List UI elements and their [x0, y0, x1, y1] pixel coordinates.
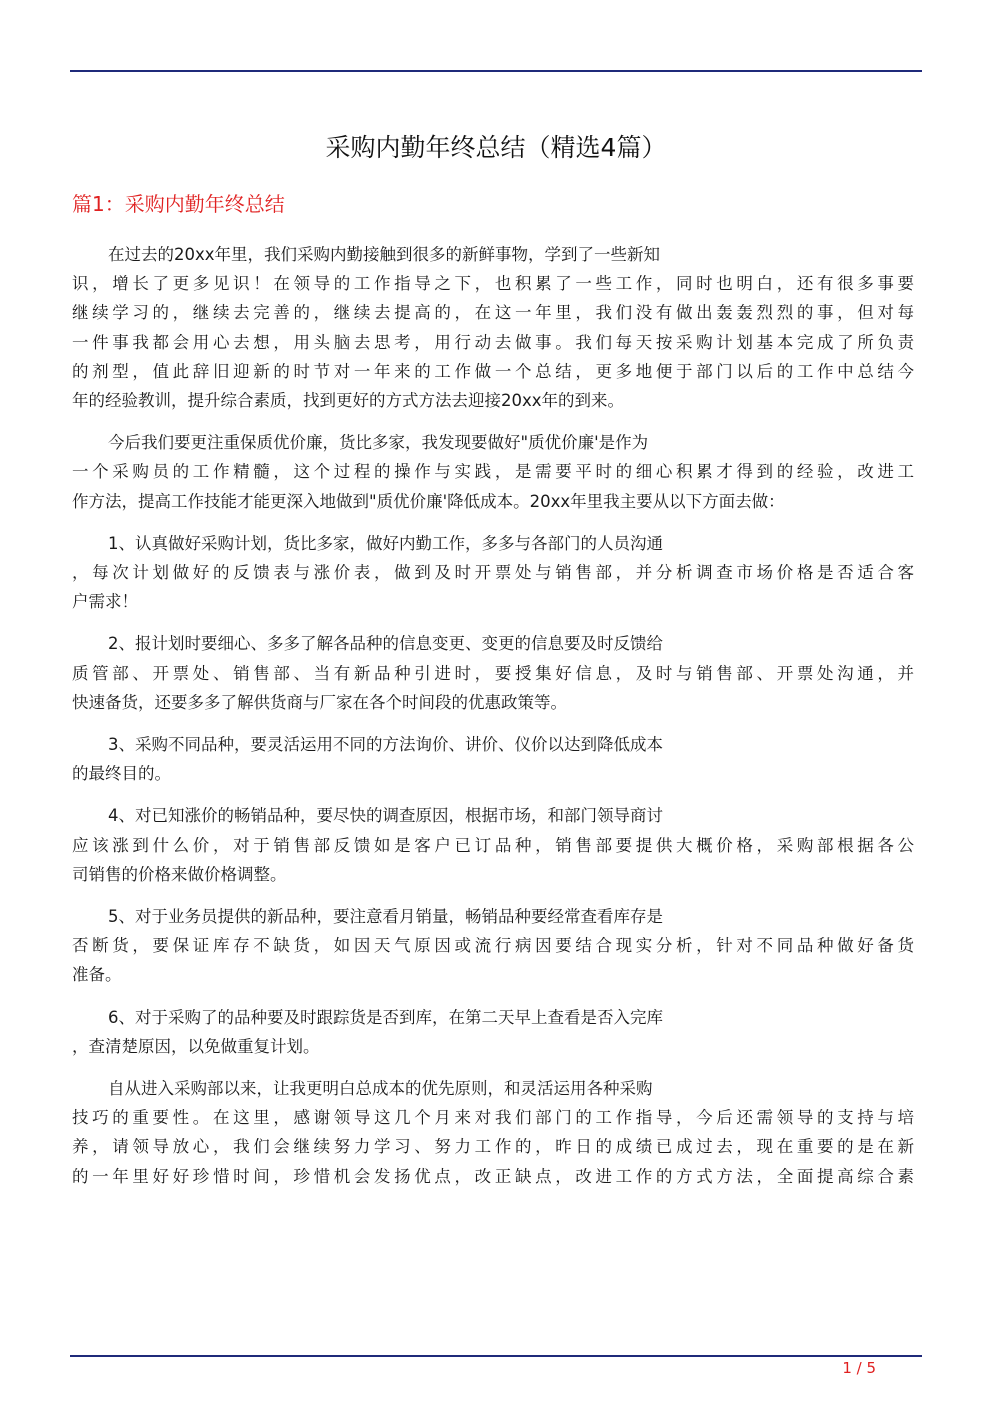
text-line: 司销售的价格来做价格调整。 — [72, 864, 287, 884]
text-line: 户需求！ — [72, 592, 138, 612]
text-line: 快速备货，还要多多了解供货商与厂家在各个时间段的优惠政策等。 — [72, 692, 567, 712]
document-body — [72, 240, 914, 1204]
text-line: 自从进入采购部以来，让我更明白总成本的优先原则，和灵活运用各种采购 — [108, 1079, 653, 1099]
paragraph — [72, 1074, 914, 1191]
paragraph — [72, 730, 914, 788]
paragraph — [72, 629, 914, 717]
document-title: 采购内勤年终总结（精选4篇） — [325, 133, 667, 162]
text-line: 6、对于采购了的品种要及时跟踪货是否到库，在第二天早上查看是否入完库 — [108, 1007, 663, 1027]
text-line: 准备。 — [72, 965, 122, 985]
text-line: 的一年里好好珍惜时间，珍惜机会发扬优点，改正缺点，改进工作的方式方法，全面提高综合素 — [72, 1166, 914, 1186]
text-line: 质管部、开票处、销售部、当有新品种引进时，要授集好信息，及时与销售部、开票处沟通，并 — [72, 663, 914, 683]
text-line: 养，请领导放心，我们会继续努力学习、努力工作的，昨日的成绩已成过去，现在重要的是在新 — [72, 1137, 914, 1157]
text-line: 5、对于业务员提供的新品种，要注意看月销量，畅销品种要经常查看库存是 — [108, 907, 663, 927]
text-line: 1、认真做好采购计划，货比多家，做好内勤工作，多多与各部门的人员沟通 — [108, 533, 663, 553]
text-line: 识，增长了更多见识！在领导的工作指导之下，也积累了一些工作，同时也明白，还有很多事要 — [72, 274, 914, 294]
text-line: 在过去的20xx年里，我们采购内勤接触到很多的新鲜事物，学到了一些新知 — [108, 245, 661, 264]
paragraph — [72, 902, 914, 990]
text-line: ，查清楚原因，以免做重复计划。 — [72, 1036, 320, 1056]
text-line: 技巧的重要性。在这里，感谢领导这几个月来对我们部门的工作指导，今后还需领导的支持与培 — [72, 1108, 914, 1128]
section-heading: 篇1：采购内勤年终总结 — [72, 192, 285, 216]
text-line: 4、对已知涨价的畅销品种，要尽快的调查原因，根据市场，和部门领导商讨 — [108, 806, 663, 826]
paragraph — [72, 1003, 914, 1061]
footer-rule — [70, 1355, 922, 1357]
text-line: 应该涨到什么价，对于销售部反馈如是客户已订品种，销售部要提供大概价格，采购部根据各公 — [72, 835, 914, 855]
text-line: 否断货，要保证库存不缺货，如因天气原因或流行病因要结合现实分析，针对不同品种做好备货 — [72, 936, 914, 956]
text-line: 作方法，提高工作技能才能更深入地做到"质优价廉'降低成本。20xx年里我主要从以下方面去做： — [72, 491, 785, 511]
text-line: 一个采购员的工作精髓，这个过程的操作与实践，是需要平时的细心积累才得到的经验，改进工 — [72, 462, 914, 482]
text-line: 的剂型，值此辞旧迎新的时节对一年来的工作做一个总结，更多地便于部门以后的工作中总结今 — [72, 361, 914, 381]
text-line: 继续学习的，继续去完善的，继续去提高的，在这一年里，我们没有做出轰轰烈烈的事，但对每 — [72, 303, 914, 323]
paragraph — [72, 529, 914, 617]
paragraph — [72, 801, 914, 889]
text-line: 2、报计划时要细心、多多了解各品种的信息变更、变更的信息要及时反馈给 — [108, 634, 663, 654]
text-line: 今后我们要更注重保质优价廉，货比多家，我发现要做好"质优价廉'是作为 — [108, 433, 649, 453]
text-line: 一件事我都会用心去想，用头脑去思考，用行动去做事。我们每天按采购计划基本完成了所负责 — [72, 332, 914, 352]
paragraph — [72, 428, 914, 516]
text-line: ，每次计划做好的反馈表与涨价表，做到及时开票处与销售部，并分析调查市场价格是否适合客 — [72, 563, 914, 583]
text-line: 年的经验教训，提升综合素质，找到更好的方式方法去迎接20xx年的到来。 — [72, 391, 625, 411]
text-line: 3、采购不同品种，要灵活运用不同的方法询价、讲价、仪价以达到降低成本 — [108, 735, 663, 755]
header-rule — [70, 70, 922, 72]
text-line: 的最终目的。 — [72, 764, 171, 784]
paragraph — [72, 240, 914, 415]
page-number: 1 / 5 — [842, 1359, 876, 1377]
